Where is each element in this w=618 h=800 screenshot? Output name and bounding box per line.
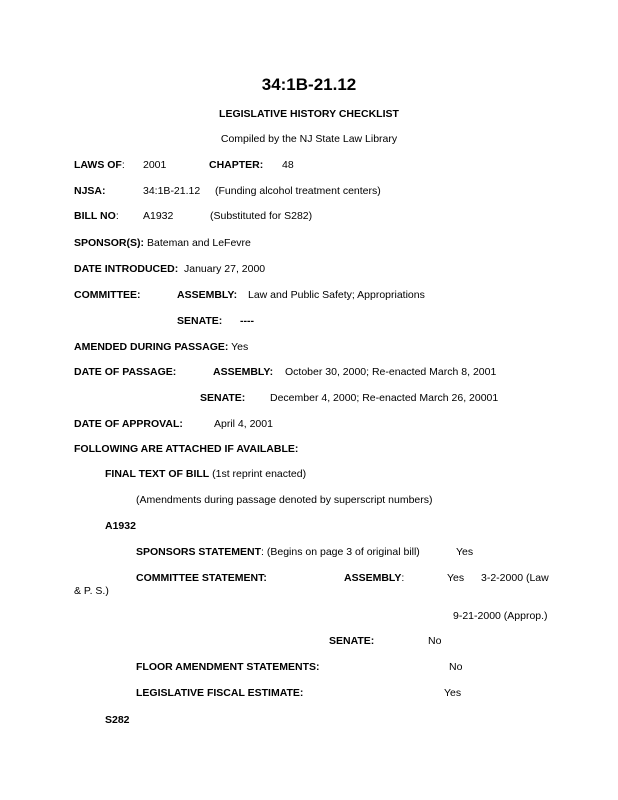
date-of-passage-label: DATE OF PASSAGE:	[74, 366, 177, 378]
committee-statement-assembly-label: ASSEMBLY	[344, 572, 402, 584]
passage-assembly-label: ASSEMBLY:	[213, 366, 274, 378]
njsa-description: (Funding alcohol treatment centers)	[215, 185, 381, 197]
passage-assembly-value: October 30, 2000; Re-enacted March 8, 2001	[285, 366, 497, 378]
sponsors-label: SPONSOR(S):	[74, 237, 145, 249]
sponsors-statement-row	[136, 546, 420, 558]
fiscal-estimate-label: LEGISLATIVE FISCAL ESTIMATE:	[136, 687, 304, 699]
bill-no-row	[74, 210, 119, 222]
committee-assembly-label: ASSEMBLY:	[177, 289, 238, 301]
attached-heading: FOLLOWING ARE ATTACHED IF AVAILABLE:	[74, 443, 299, 455]
laws-of-colon: :	[121, 159, 125, 171]
committee-senate-value: ----	[240, 315, 254, 327]
sponsors-value: Bateman and LeFevre	[147, 237, 251, 249]
a1932-heading: A1932	[105, 520, 136, 532]
amended-row	[74, 341, 248, 353]
date-introduced-value: January 27, 2000	[184, 263, 266, 275]
sponsors-statement-note: : (Begins on page 3 of original bill)	[261, 546, 420, 558]
compiled-by: Compiled by the NJ State Law Library	[220, 133, 398, 145]
committee-statement-assembly-value: Yes	[447, 572, 465, 584]
document-subtitle: LEGISLATIVE HISTORY CHECKLIST	[219, 108, 399, 120]
floor-amendment-label: FLOOR AMENDMENT STATEMENTS:	[136, 661, 320, 673]
committee-statement-senate-label: SENATE:	[329, 635, 375, 647]
njsa-label: NJSA:	[74, 185, 106, 197]
amended-label: AMENDED DURING PASSAGE:	[74, 341, 229, 353]
sponsors-statement-value: Yes	[456, 546, 474, 558]
committee-senate-label: SENATE:	[177, 315, 223, 327]
sponsors-statement-label: SPONSORS STATEMENT	[136, 546, 262, 558]
laws-of-row	[74, 159, 125, 171]
floor-amendment-value: No	[449, 661, 463, 673]
committee-statement-label: COMMITTEE STATEMENT:	[136, 572, 267, 584]
laws-of-year: 2001	[143, 159, 167, 171]
bill-substituted: (Substituted for S282)	[210, 210, 313, 222]
date-of-approval-value: April 4, 2001	[214, 418, 273, 430]
fiscal-estimate-value: Yes	[444, 687, 462, 699]
s282-heading: S282	[105, 714, 130, 726]
final-text-label: FINAL TEXT OF BILL	[105, 468, 210, 480]
final-text-note: (1st reprint enacted)	[212, 468, 307, 480]
final-text-row	[105, 468, 306, 480]
committee-statement-assembly	[344, 572, 404, 584]
chapter-label: CHAPTER:	[209, 159, 264, 171]
bill-no-label: BILL NO	[74, 210, 116, 222]
date-introduced-label: DATE INTRODUCED:	[74, 263, 179, 275]
njsa-value: 34:1B-21.12	[143, 185, 201, 197]
amendments-note: (Amendments during passage denoted by superscript numbers)	[136, 494, 433, 506]
page-title: 34:1B-21.12	[261, 75, 357, 94]
committee-statement-senate-value: No	[428, 635, 442, 647]
committee-statement-date1b: & P. S.)	[74, 585, 109, 597]
committee-statement-date1a: 3-2-2000 (Law	[481, 572, 549, 584]
bill-no-value: A1932	[143, 210, 174, 222]
committee-statement-date2: 9-21-2000 (Approp.)	[453, 610, 548, 622]
committee-assembly-value: Law and Public Safety; Appropriations	[248, 289, 425, 301]
committee-label: COMMITTEE:	[74, 289, 141, 301]
chapter-value: 48	[282, 159, 294, 171]
laws-of-label: LAWS OF	[74, 159, 122, 171]
passage-senate-value: December 4, 2000; Re-enacted March 26, 20001	[270, 392, 499, 404]
committee-statement-assembly-colon: :	[401, 572, 405, 584]
amended-value: Yes	[231, 341, 249, 353]
bill-no-colon: :	[115, 210, 119, 222]
date-of-approval-label: DATE OF APPROVAL:	[74, 418, 183, 430]
passage-senate-label: SENATE:	[200, 392, 246, 404]
